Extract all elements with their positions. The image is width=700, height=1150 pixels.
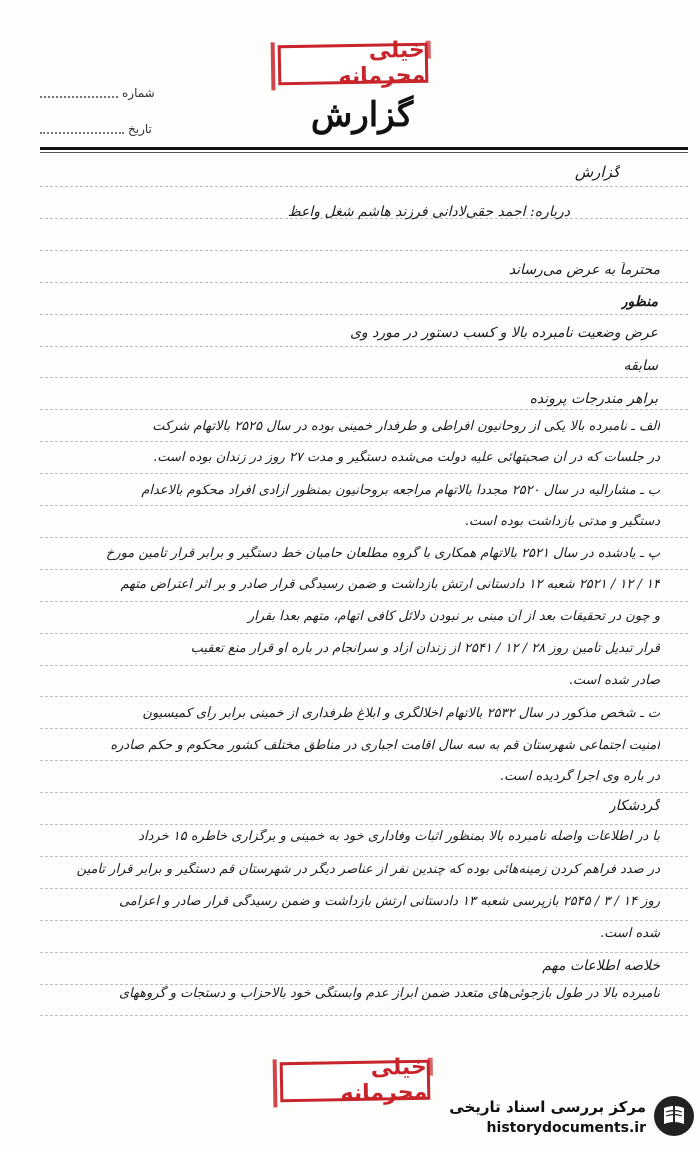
ruled-line	[40, 186, 688, 187]
ruled-line	[40, 633, 688, 634]
subject-line: درباره: احمد حقی‌لادانی فرزند هاشم شغل واعظ	[287, 204, 570, 220]
summary-heading: خلاصه اطلاعات مهم	[542, 958, 660, 974]
clause-te-line-2: امنیت اجتماعی شهرستان قم به سه سال اقامت اجباری در مناطق مختلف کشور محکوم و حکم صادره	[110, 738, 660, 753]
clause-pe-line-3: و چون در تحقیقات بعد از آن مبنی بر نبودن دلائل کافی اتهام، متهم بعداً بقرار	[247, 609, 660, 624]
ruled-line	[40, 505, 688, 506]
header-rule	[40, 147, 688, 150]
archive-watermark	[449, 1092, 698, 1148]
clause-alef-line-1: الف ـ نامبرده بالا یکی از روحانیون افراطی و طرفدار خمینی بوده در سال ۲۵۲۵ بالاتهام شرکت	[152, 419, 660, 434]
ruled-line	[40, 346, 688, 347]
ruled-line	[40, 314, 688, 315]
ruled-line	[40, 665, 688, 666]
background-heading: سابقه	[623, 358, 658, 374]
clause-te-line-1: ت ـ شخص مذکور در سال ۲۵۳۲ بالاتهام اخلالگری و ابلاغ طرفداری از خمینی برابر رأی کمیسیون	[142, 706, 660, 721]
ruled-line	[40, 856, 688, 857]
purpose-heading: منظور	[620, 294, 658, 310]
ruled-line	[40, 824, 688, 825]
number-label: شماره	[122, 86, 155, 100]
ruled-line	[40, 760, 688, 761]
proceedings-line-3: روز ۱۴ / ۳ / ۲۵۴۵ بازپرسی شعبه ۱۳ دادستانی ارتش بازداشت و ضمن رسیدگی قرار صادر و اعزامی	[119, 894, 660, 909]
dossier-intro-line: براهر مندرجات پرونده	[529, 391, 658, 407]
ruled-line	[40, 537, 688, 538]
ruled-line	[40, 441, 688, 442]
ruled-line	[40, 377, 688, 378]
ruled-line	[40, 696, 688, 697]
clause-te-line-3: در باره وی اجرا گردیده است.	[499, 769, 660, 784]
ruled-line	[40, 952, 688, 953]
summary-line-1: نامبرده بالا در طول بازجوئی‌های متعدد ضمن ابراز عدم وابستگی خود بالاحزاب و دستجات و گروههای	[119, 986, 660, 1001]
archive-url: historydocuments.ir	[486, 1120, 646, 1136]
clause-be-line-1: ب ـ مشارالیه در سال ۲۵۲۰ مجدداً بالاتهام مراجعه بروحانیون بمنظور آزادی افراد محکوم بالاعدام	[141, 483, 660, 498]
date-label: تاریخ	[128, 122, 152, 136]
clause-be-line-2: دستگیر و مدتی بازداشت بوده است.	[464, 514, 660, 529]
number-dots	[40, 96, 118, 98]
clause-pe-line-1: پ ـ یادشده در سال ۲۵۲۱ بالاتهام همکاری با گروه مطلعان حامیان خط دستگیر و برابر قرار تأمین مورخ	[105, 546, 660, 561]
top-stamp-text: خیلی محرمانه	[338, 37, 426, 90]
proceedings-line-4: شده است.	[599, 926, 660, 941]
ruled-line	[40, 569, 688, 570]
clause-pe-line-2: ۱۴ / ۱۲ / ۲۵۲۱ شعبه ۱۲ دادستانی ارتش بازداشت و ضمن رسیدگی قرار صادر و بر اثر اعتراض متهم	[120, 577, 660, 592]
clause-pe-line-4: قرار تبدیل تأمین روز ۲۸ / ۱۲ / ۲۵۴۱ از زندان آزاد و سرانجام در باره او قرار منع تعقیب	[190, 641, 660, 656]
salutation-line: محترماً به عرض می‌رساند	[508, 262, 660, 278]
ruled-line	[40, 473, 688, 474]
proceedings-line-1: با در اطلاعات واصله نامبرده بالا بمنظور اثبات وفاداری خود به خمینی و برگزاری خاطره ۱۵ خرداد	[138, 829, 660, 844]
ruled-line	[40, 920, 688, 921]
purpose-line: عرض وضعیت نامبرده بالا و کسب دستور در مورد وی	[349, 325, 658, 341]
ruled-line	[40, 601, 688, 602]
ruled-line	[40, 1015, 688, 1016]
ruled-line	[40, 888, 688, 889]
header-rule-thin	[40, 152, 688, 153]
clause-pe-line-5: صادر شده است.	[568, 673, 660, 688]
ruled-line	[40, 282, 688, 283]
ruled-line	[40, 984, 688, 985]
bottom-stamp-text: خیلی محرمانه	[340, 1054, 428, 1107]
ruled-line	[40, 728, 688, 729]
proceedings-heading: گردشکار	[608, 798, 660, 814]
document-title: گزارش	[310, 95, 414, 135]
archive-name: مرکز بررسی اسناد تاریخی	[449, 1098, 646, 1116]
top-confidential-stamp	[278, 37, 429, 90]
bottom-confidential-stamp	[280, 1054, 431, 1107]
ruled-line	[40, 792, 688, 793]
clause-alef-line-2: در جلسات که در آن صحبتهائی علیه دولت می‌شده دستگیر و مدت ۲۷ روز در زندان بوده است.	[153, 450, 660, 465]
date-dots	[40, 132, 124, 134]
ruled-line	[40, 409, 688, 410]
ruled-line	[40, 250, 688, 251]
section-heading-report: گزارش	[574, 163, 620, 181]
book-pages-icon	[652, 1094, 696, 1138]
proceedings-line-2: در صدد فراهم کردن زمینه‌هائی بوده که چندین نفر از عناصر دیگر در شهرستان قم دستگیر و برابر قرار تأمین	[76, 862, 660, 877]
